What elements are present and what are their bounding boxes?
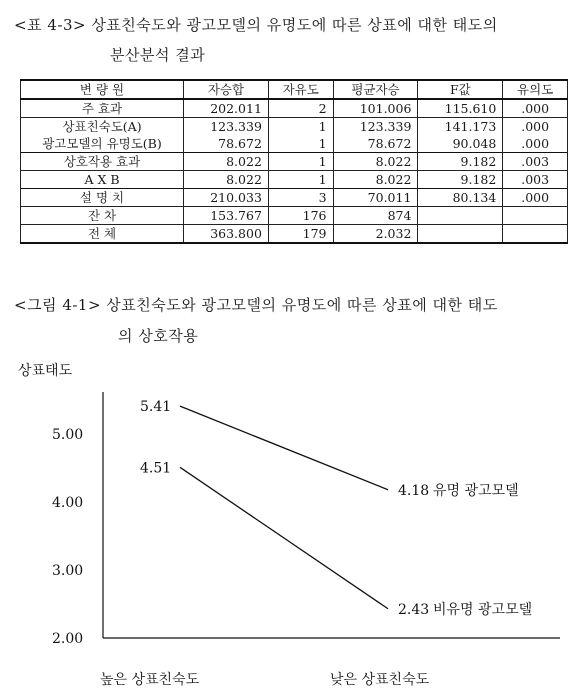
row-source: 전 체 (21, 225, 184, 244)
row-ss: 123.339 (184, 118, 269, 136)
series-start-label: 4.51 (140, 460, 172, 477)
figure-caption-line1: <그림 4-1> 상표친숙도와 광고모델의 유명도에 따른 상표에 대한 태도 (14, 296, 498, 314)
y-axis-label: 상표태도 (18, 363, 73, 379)
header-f: F값 (418, 80, 503, 99)
row-df: 179 (268, 225, 333, 244)
series-end-label: 4.18 (398, 482, 430, 499)
anova-table (20, 79, 568, 244)
table-row (21, 153, 568, 171)
y-tick-label: 4.00 (52, 495, 84, 511)
row-source: 상호작용 효과 (21, 153, 184, 171)
row-f: 90.048 (418, 135, 503, 153)
row-sig: .000 (503, 189, 568, 207)
row-source: 상표친숙도(A) (21, 118, 184, 136)
table-row (21, 171, 568, 189)
row-ss: 153.767 (184, 207, 269, 225)
row-df: 2 (268, 99, 333, 118)
y-tick-label: 3.00 (52, 563, 84, 579)
row-ss: 8.022 (184, 171, 269, 189)
series-end-label: 2.43 (398, 601, 430, 618)
series-line (180, 406, 388, 490)
row-source: 설 명 치 (21, 189, 184, 207)
row-f (418, 225, 503, 244)
row-f (418, 207, 503, 225)
header-df: 자유도 (268, 80, 333, 99)
row-f: 9.182 (418, 153, 503, 171)
row-source: 주 효과 (21, 99, 184, 118)
row-ms: 78.672 (333, 135, 418, 153)
row-f: 141.173 (418, 118, 503, 136)
row-ss: 210.033 (184, 189, 269, 207)
table-row (21, 135, 568, 153)
row-ms: 2.032 (333, 225, 418, 244)
row-sig: .000 (503, 99, 568, 118)
row-ss: 202.011 (184, 99, 269, 118)
row-ms: 874 (333, 207, 418, 225)
row-df: 176 (268, 207, 333, 225)
table-caption-line1: <표 4-3> 상표친숙도와 광고모델의 유명도에 따른 상표에 대한 태도의 (14, 16, 498, 34)
row-ms: 70.011 (333, 189, 418, 207)
row-ms: 8.022 (333, 153, 418, 171)
row-df: 1 (268, 135, 333, 153)
table-row (21, 225, 568, 244)
header-ms: 평균자승 (333, 80, 418, 99)
row-df: 3 (268, 189, 333, 207)
row-source: 광고모델의 유명도(B) (21, 135, 184, 153)
row-f: 80.134 (418, 189, 503, 207)
row-df: 1 (268, 153, 333, 171)
row-ss: 363.800 (184, 225, 269, 244)
series-start-label: 5.41 (140, 399, 172, 416)
series-name-label: 유명 광고모델 (433, 482, 519, 499)
row-sig: .003 (503, 153, 568, 171)
row-ss: 78.672 (184, 135, 269, 153)
row-ms: 101.006 (333, 99, 418, 118)
y-tick-label: 2.00 (52, 631, 84, 647)
row-sig (503, 207, 568, 225)
table-row (21, 189, 568, 207)
row-f: 9.182 (418, 171, 503, 189)
table-caption-line2: 분산분석 결과 (110, 46, 206, 64)
table-header-row (21, 80, 568, 99)
table-row (21, 99, 568, 118)
row-sig: .003 (503, 171, 568, 189)
row-ss: 8.022 (184, 153, 269, 171)
interaction-line-chart (0, 355, 582, 693)
x-category-label: 높은 상표친숙도 (100, 672, 200, 688)
table-row (21, 207, 568, 225)
row-ms: 123.339 (333, 118, 418, 136)
row-f: 115.610 (418, 99, 503, 118)
figure-caption-line2: 의 상호작용 (118, 327, 199, 345)
header-source: 변 량 원 (21, 80, 184, 99)
row-df: 1 (268, 118, 333, 136)
row-df: 1 (268, 171, 333, 189)
row-sig: .000 (503, 118, 568, 136)
header-sig: 유의도 (503, 80, 568, 99)
row-sig (503, 225, 568, 244)
series-name-label: 비유명 광고모델 (433, 601, 533, 618)
series-line (180, 467, 388, 608)
table-row (21, 118, 568, 136)
x-category-label: 낮은 상표친숙도 (330, 672, 430, 688)
row-source: A X B (21, 171, 184, 189)
row-source: 잔 차 (21, 207, 184, 225)
row-ms: 8.022 (333, 171, 418, 189)
row-sig: .000 (503, 135, 568, 153)
y-tick-label: 5.00 (52, 427, 84, 443)
header-ss: 자승합 (184, 80, 269, 99)
